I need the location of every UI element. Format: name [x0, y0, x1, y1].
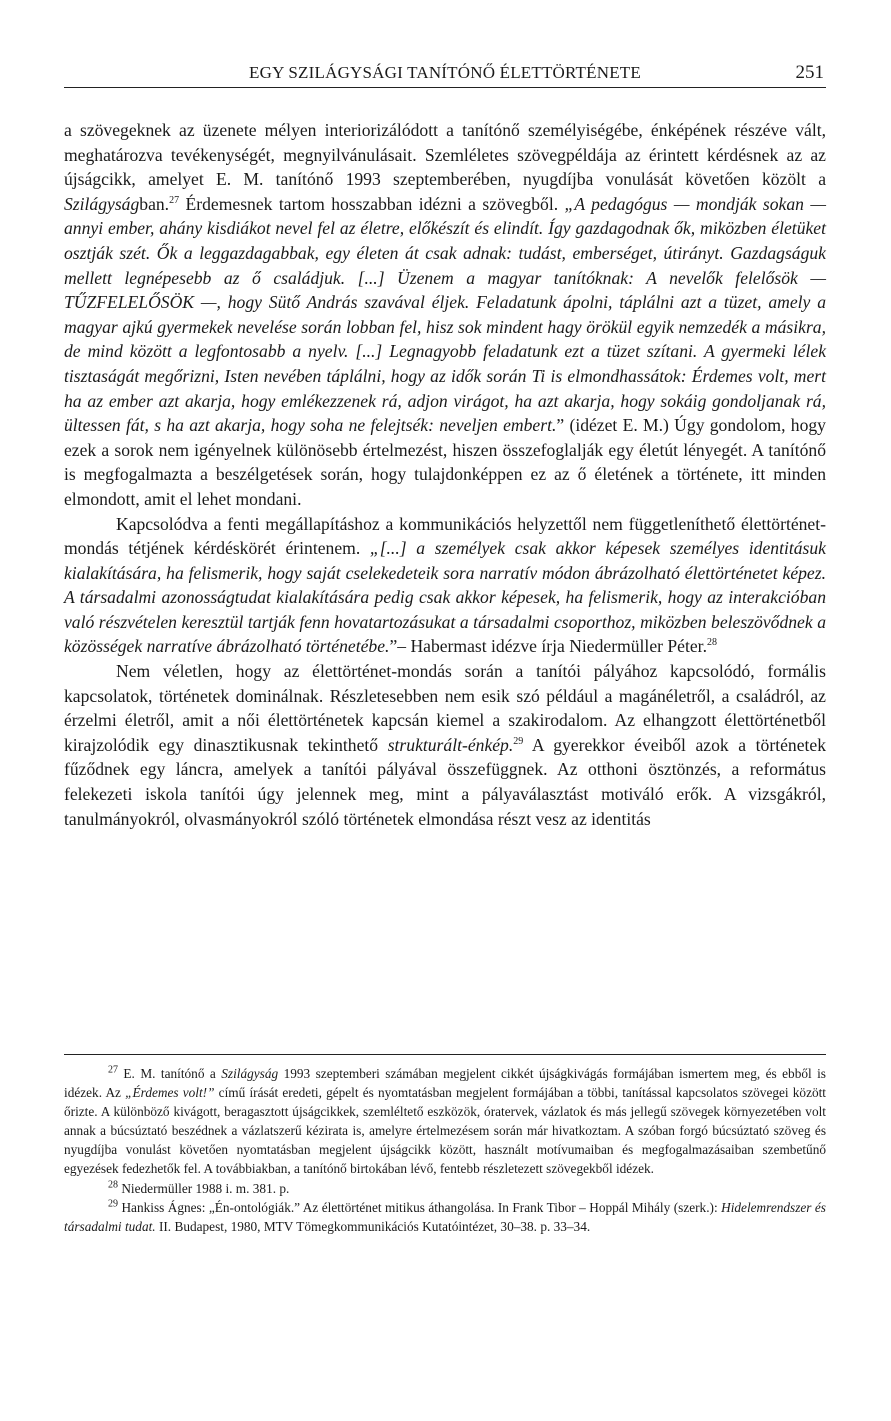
fn27-text-1: E. M. tanítónő a: [118, 1066, 222, 1081]
fn27-italic-journal: Szilágyság: [221, 1066, 279, 1081]
running-header: [64, 62, 826, 88]
fn29-text-1: Hankiss Ágnes: „Én-ontológiák.” Az élettörténet mitikus áthangolása. In Frank Tibor – Hoppál Mihály (szerk.):: [118, 1199, 722, 1215]
page-number: 251: [795, 62, 824, 83]
p1-italic-journal: Szilágyság: [64, 193, 140, 214]
footnote-number-29: 29: [108, 1198, 118, 1210]
footnote-ref-27[interactable]: 27: [169, 194, 180, 206]
paragraph-1: [64, 118, 826, 512]
footnote-number-27: 27: [108, 1064, 118, 1076]
footnote-29: [64, 1198, 826, 1236]
p2-text-1: Kapcsolódva a fenti megállapításhoz a kommunikációs helyzettől nem függetleníthető élettörténet-mondás tétjének kérdéskörét érintenem.: [64, 513, 826, 559]
footnote-divider: [64, 1054, 826, 1055]
p1-text-1: a szövegeknek az üzenete mélyen interiorizálódott a tanítónő személyiségébe, énképének részéve vált, meghatározva tevékenységét, megnyilvánulásait. Szemléletes szövegpéldája az érintett kérdésnek az az újságcikk, amelyet E. M. tanítónő 1993 szeptemberében, nyugdíjba vonulását követően közölt a: [64, 120, 826, 190]
p1-quotation: „A pedagógus — mondják sokan — annyi ember, ahány kisdiákot nevel fel az életre, előkészít és elindít. Így gazdagodnak ők, miközben életüket osztják szét. Ők a leggazdagabbak, egy életen át csak adnak: tudást, emberséget, útirányt. Gazdagságuk mellett legnépesebb az ő családjuk. [...] Üzenem a magyar tanítóknak: A nevelők felelősök — TŰZFELELŐSÖK —, hogy Sütő András szavával éljek. Feladatunk ápolni, táplálni azt a tüzet, amely a magyar ajkú gyermekek nevelése során lobban fel, hisz sok mindent hagy örökül egyik nemzedék a másikra, de mind között a legfontosabb a nyelv. [...] Legnagyobb feladatunk ezt a tüzet szítani. A gyermeki lélek tisztaságát megőrizni, Isten nevében táplálni, hogy az idők során Ti is elmondhassátok: Érdemes volt, mert ha az ember azt akarja, hogy emlékezzenek rá, adjon virágot, ha azt akarja, hogy sokáig gondoljanak rá, ültessen fát, s ha azt akarja, hogy soha ne felejtsék: neveljen embert.: [64, 193, 826, 436]
fn28-text: Niedermüller 1988 i. m. 381. p.: [118, 1180, 290, 1196]
running-title: EGY SZILÁGYSÁGI TANÍTÓNŐ ÉLETTÖRTÉNETE: [249, 63, 641, 82]
main-text: [64, 118, 826, 831]
p2-text-2: ”– Habermast idézve írja Niedermüller Péter.: [389, 636, 707, 657]
p3-italic-term: strukturált-énkép.: [387, 734, 514, 755]
fn27-text-2: 1993 szeptemberi számában megjelent cikkét újságkivágás formájában ismertem meg, és ebből is idézek. Az: [64, 1066, 826, 1101]
p1-text-3: Érdemesnek tartom hosszabban idézni a szövegből.: [179, 193, 565, 214]
footnotes: [64, 1064, 826, 1236]
footnote-ref-29[interactable]: 29: [513, 735, 524, 747]
p2-quotation: „[...] a személyek csak akkor képesek személyes identitásuk kialakítására, ha felismerik, hogy saját cselekedeteik sora narratív módon ábrázolható élettörténetet képez. A társadalmi azonosságtudat kialakítására pedig csak akkor képesek, ha felismerik, hogy az interakcióban való részvételen keresztül tartják fenn hovatartozásukat a társadalmi csoporthoz, miközben beleszövődnek a közösségek narratíve ábrázolható történetébe.: [64, 538, 826, 657]
p3-text-2: A gyerekkor éveiből azok a történetek fűződnek egy láncra, amelyek a tanítói pályával összefüggnek. Az otthoni ösztönzés, a református felekezeti iskola tanítói úgy jelennek meg, mint a pályaválasztást motiváló erők. A vizsgákról, tanulmányokról, olvasmányokról szóló történetek elmondása részt vesz az identitás: [64, 734, 827, 829]
p1-text-2: ban.: [139, 193, 170, 214]
fn29-italic-title: Hidelemrendszer és társadalmi tudat.: [64, 1199, 826, 1234]
paragraph-3: [64, 659, 826, 831]
p3-text-1: Nem véletlen, hogy az élettörténet-mondás során a tanítói pályához kapcsolódó, formális kapcsolatok, történetek dominálnak. Részletesebben nem esik szó például a magánéletről, a családról, az érzelmi életről, amit a női élettörténetek kapcsán kiemel a szakirodalom. Az elhangzott élettörténetből kirajzolódik egy dinasztikusnak tekinthető: [64, 661, 826, 755]
p1-text-4: ” (idézet E. M.) Úgy gondolom, hogy ezek a sorok nem igényelnek különösebb értelmezést, hiszen összefoglalják egy életút lényegét. A tanítónő is megfogalmazta a beszélgetések során, hogy tulajdonképpen ez az ő életének a története, itt minden elmondott, amit el lehet mondani.: [64, 415, 826, 509]
fn27-italic-title: „Érdemes volt!”: [125, 1085, 215, 1101]
fn27-text-3: című írását eredeti, gépelt és nyomtatásban megjelent formájában a többi, tanítással kapcsolatos szövegei között őrizte. A különböző kivágott, beragasztott újságcikkek, szemléltető eszközök, óratervek, vázlatok és más jellegű szövegek környezetében volt annak a búcsúztató beszédnek a vázlatszerű kézirata is, amelyre értelmezésem során már hivatkoztam. A szóban forgó búcsúztató szöveg és nyugdíjba vonulást követően nyomtatásban megjelent újságcikk között, használt motívumaiban és megfogalmazásaiban szembetűnő egyezések fedezhetők fel. A továbbiakban, a tanítónő birtokában lévő, fentebb részletezett szövegekből idézek.: [64, 1085, 827, 1177]
paragraph-2: [64, 512, 826, 660]
footnote-number-28: 28: [108, 1179, 118, 1191]
footnote-28: [64, 1179, 826, 1198]
fn29-text-2: II. Budapest, 1980, MTV Tömegkommunikációs Kutatóintézet, 30–38. p. 33–34.: [155, 1218, 591, 1234]
footnote-ref-28[interactable]: 28: [706, 637, 717, 649]
footnote-27: [64, 1064, 826, 1179]
